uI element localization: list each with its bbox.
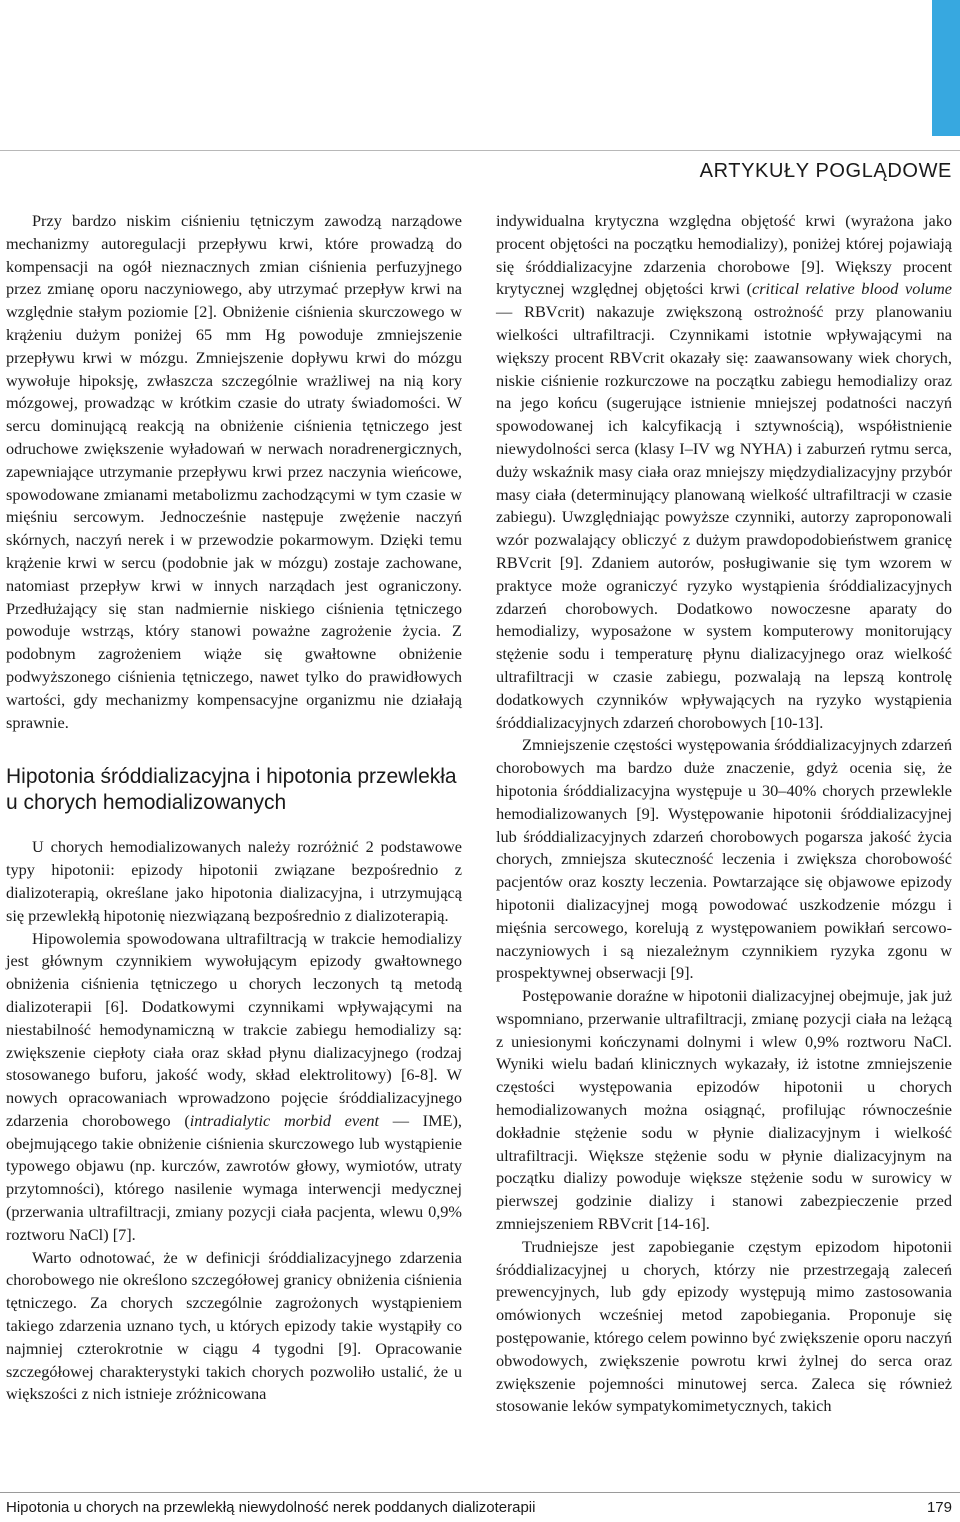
running-footer-title: Hipotonia u chorych na przewlekłą niewydolność nerek poddanych dializoterapii	[6, 1499, 536, 1516]
paragraph-text: — RBVcrit) nakazuje zwiększoną ostrożność przy planowaniu wielkości ultrafiltracji. Czynnikami istotnie wpływającymi na większy procent RBVcrit okazały się: zaawansowany wiek chorych, niskie ciśnienie rozkurczowe na początku zabiegu hemodializy oraz na jego końcu (sugerujące istnienie mniejszej podatności naczyń spowodowanej ich kalcyfikacją i sztywnością), współistnienie niewydolności serca (klasy I–IV wg NYHA) i zaburzeń rytmu serca, duży wskaźnik masy ciała oraz mniejszy międzydializacyjny przybór masy ciała (determinujący planowaną wielkość ultrafiltracji w czasie zabiegu). Uwzględniając powyższe czynniki, autorzy zaproponowali wzór pozwalający obliczyć z dużym prawdopodobieństwem granicę RBVcrit [9]. Zdaniem autorów, posługiwanie się tym wzorem w praktyce może ograniczyć ryzyko wystąpienia śróddializacyjnych zdarzeń chorobowych. Dodatkowo nowoczesne aparaty do hemodializy, wyposażone w system komputerowy monitorujący stężenie sodu i temperaturę płynu dializacyjnego oraz wielkość ultrafiltracji w czasie zabiegu, pozwalają na lepszą kontrolę dodatkowych czynników wpływających na ryzyko wystąpienia śróddializacyjnych zdarzeń chorobowych [10-13].	[496, 302, 952, 732]
paragraph: Warto odnotować, że w definicji śróddializacyjnego zdarzenia chorobowego nie określono szczegółowej granicy obniżenia ciśnienia tętniczego. Za chorych szczególnie zagrożonych wystąpieniem takiego zdarzenia uznano tych, u których epizody takie wystąpiły co najmniej czterokrotnie w ciągu 4 tygodni [9]. Opracowanie szczegółowej charakterystyki takich chorych pozwoliło ustalić, że u większości z nich istnieje zróżnicowana	[6, 1247, 462, 1404]
left-column	[6, 210, 462, 1406]
section-heading: Hipotonia śróddializacyjna i hipotonia przewlekła u chorych hemodializowanych	[6, 765, 457, 815]
italic-term: critical relative blood volume	[752, 279, 952, 299]
corner-accent-bar	[932, 0, 960, 136]
italic-term: intradialytic morbid event	[189, 1110, 380, 1130]
paragraph: Trudniejsze jest zapobieganie częstym epizodom hipotonii śróddializacyjnej u chorych, którzy nie przestrzegają zaleceń prewencyjnych, lub gdy epizody występują mimo zastosowania omówionych wcześniej metod zapobiegania. Proponuje się postępowanie, którego celem powinno być zwiększenie oporu naczyń obwodowych, zwiększenie powrotu krwi żylnej do serca oraz zwiększenie pojemności minutowej serca. Zaleca się również stosowanie leków sympatykomimetycznych, takich	[496, 1236, 952, 1416]
footer-rule	[0, 1492, 960, 1493]
right-column	[496, 210, 952, 1418]
paragraph-text: indywidualna krytyczna względna objętość krwi (wyrażona jako procent objętości na początku hemodializy), poniżej której pojawiają się śróddializacyjne zdarzenia chorobowe [9]. Większy procent krytycznej względnej objętości krwi (	[496, 211, 952, 299]
paragraph: Zmniejszenie częstości występowania śróddializacyjnych zdarzeń chorobowych ma bardzo duże znaczenie, gdyż ocenia się, że hipotonia śróddializacyjna występuje u 30–40% chorych przewlekle hemodializowanych [9]. Występowanie hipotonii śróddializacyjnej lub śróddializacyjnych zdarzeń chorobowych pogarsza jakość życia chorych, zmniejsza skuteczność leczenia i zwiększa chorobowość pacjentów oraz koszty leczenia. Powtarzające się objawowe epizody hipotonii dializacyjnej mogą powodować uszkodzenie mózgu i mięśnia sercowego, korelują z występowaniem powikłań sercowo-naczyniowych i są niezależnym czynnikiem ryzyka zgonu w prospektywnej obserwacji [9].	[496, 735, 952, 983]
paragraph	[6, 928, 462, 1247]
paragraph	[496, 210, 952, 734]
paragraph: Postępowanie doraźne w hipotonii dializacyjnej obejmuje, jak już wspomniano, przerwanie ultrafiltracji, zmianę pozycji ciała na leżącą z uniesionymi kończynami dolnymi i wlew 0,9% roztworu NaCl. Wyniki wielu badań klinicznych wykazały, iż istotne zmniejszenie częstości występowania epizodów hipotonii u chorych hemodializowanych można osiągnąć, profilując równocześnie dokładnie stężenie sodu w płynie dializacyjnym i wielkość ultrafiltracji. Większe stężenie sodu w płynie dializacyjnym na początku dializy powoduje większe stężenie sodu w surowicy w pierwszej godzinie dializy i stanowi zabezpieczenie przed zmniejszeniem RBVcrit [14-16].	[496, 986, 952, 1234]
header-rule	[0, 150, 960, 151]
section-header: ARTYKUŁY POGLĄDOWE	[699, 160, 952, 182]
paragraph: Przy bardzo niskim ciśnieniu tętniczym zawodzą narządowe mechanizmy autoregulacji przepływu krwi, które prowadzą do kompensacji na ogół nieznacznych zmian ciśnienia perfuzyjnego przez zmianę oporu naczyniowego, aby utrzymać przepływ krwi na względnie stałym poziomie [2]. Obniżenie ciśnienia skurczowego w krążeniu dużym poniżej 65 mm Hg powoduje zmniejszenie przepływu krwi w mózgu. Zmniejszenie dopływu krwi do mózgu wywołuje hipoksję, zwłaszcza szczególnie wrażliwej na nią kory mózgowej, prowadząc w krótkim czasie do utraty świadomości. W sercu dominującą reakcją na obniżenie ciśnienia tętniczego jest odruchowe zwiększenie wyładowań w nerwach noradrenergicznych, zapewniające utrzymanie przepływu krwi przez naczynia wieńcowe, spowodowane zmianami metabolizmu zachodzącymi w tym czasie w mięśniu sercowym. Jednocześnie następuje zwężenie naczyń skórnych, naczyń nerek i w przewodzie pokarmowym. Dzięki temu krążenie krwi w sercu (podobnie jak w mózgu) zostaje zachowane, natomiast przepływ krwi w innych narządach jest ograniczony. Przedłużający się stan nadmiernie niskiego ciśnienia tętniczego powoduje wstrząs, który stanowi poważne zagrożenie życia. Z podobnym zagrożeniem wiąże się gwałtowne obniżenie podwyższonego ciśnienia tętniczego, nawet tylko do prawidłowych wartości, gdy mechanizmy kompensacyjne organizmu nie działają sprawnie.	[6, 211, 462, 732]
paragraph: U chorych hemodializowanych należy rozróżnić 2 podstawowe typy hipotonii: epizody hipotonii związane bezpośrednio z dializoterapią, określane jako hipotonia dializacyjna, i utrzymującą się przewlekłą hipotonię niezwiązaną bezpośrednio z dializoterapią.	[6, 837, 462, 925]
paragraph-text: — IME), obejmującego takie obniżenie ciśnienia skurczowego lub wystąpienie typowego objawu (np. kurczów, zawrotów głowy, wymiotów, utraty przytomności), którego nasilenie wymaga interwencji medycznej (przerwania ultrafiltracji, zmiany pozycji ciała pacjenta, wlewu 0,9% roztworu NaCl) [7].	[6, 1110, 462, 1244]
page-number: 179	[926, 1499, 952, 1516]
paragraph-text: Hipowolemia spowodowana ultrafiltracją w trakcie hemodializy jest głównym czynnikiem wywołującym epizody gwałtownego obniżenia ciśnienia tętniczego u chorych leczonych tą metodą dializoterapii [6]. Dodatkowymi czynnikami wpływającymi na niestabilność hemodynamiczną w trakcie zabiegu hemodializy są: zwiększenie ciepłoty ciała oraz skład płynu dializacyjnego (rodzaj stosowanego buforu, jakość wody, skład elektrolitowy) [6-8]. W nowych opracowaniach wprowadzono pojęcie śróddializacyjnego zdarzenia chorobowego (	[6, 928, 462, 1130]
